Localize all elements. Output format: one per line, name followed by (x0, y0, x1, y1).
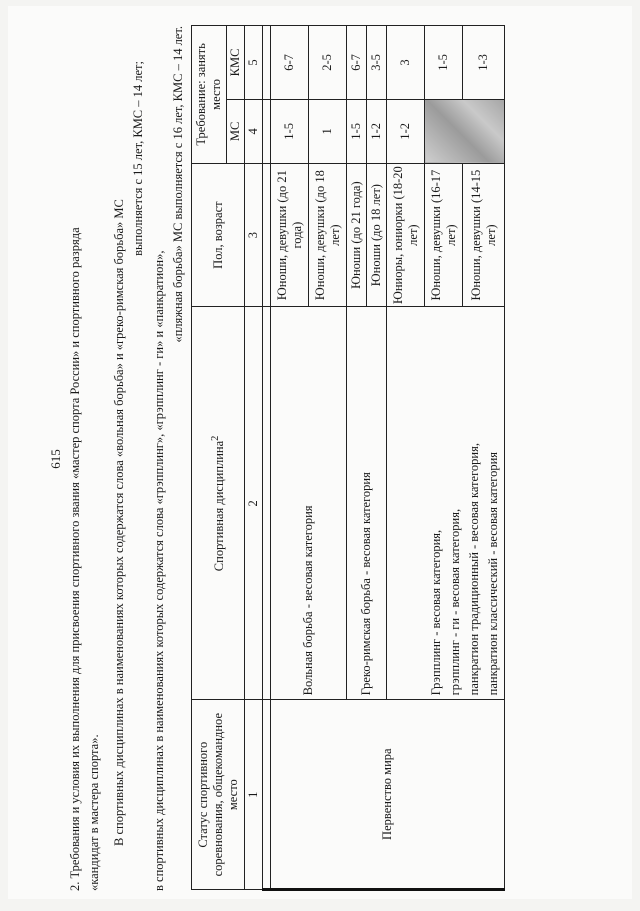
gender-age-cell: Юноши (до 18 лет) (367, 163, 387, 307)
paragraph-2-line-1: В спортивных дисциплинах в наименованиях которых содержатся слова «вольная борьба» и «греко-римская борьба» МС (112, 199, 126, 846)
discipline-line: грэпплинг - ги - весовая категория, (448, 508, 462, 696)
kms-cell: 1-3 (463, 26, 505, 100)
kms-cell: 6-7 (271, 26, 309, 100)
column-number-5: 5 (245, 26, 263, 100)
discipline-line: Грэпплинг - весовая категория, (429, 529, 443, 696)
spacer-cell (263, 99, 271, 163)
column-number-4: 4 (245, 99, 263, 163)
header-discipline: Спортивная дисциплина$^2$ (192, 307, 245, 700)
discipline-freestyle-wrestling: Вольная борьба - весовая категория (271, 307, 347, 700)
header-kms: КМС (227, 26, 245, 100)
gender-age-cell: Юноши, девушки (14-15 лет) (463, 163, 505, 307)
paragraph-1-line-1: 2. Требования и условия их выполнения для присвоения спортивного звания «мастер спорта России» и спортивного разряда (68, 227, 82, 891)
kms-cell: 6-7 (347, 26, 367, 100)
paragraph-3-line-2: «пляжная борьба» МС выполняется с 16 лет, КМС – 14 лет. (171, 26, 185, 343)
competition-status: Первенство мира (271, 700, 505, 890)
gender-age-cell: Юноши, девушки (до 21 года) (271, 163, 309, 307)
discipline-footnote: 2 (210, 435, 222, 441)
gender-age-cell: Юноши, девушки (16-17 лет) (425, 163, 463, 307)
header-gender-age: Пол, возраст (192, 163, 245, 307)
discipline-grappling-pankration (387, 307, 505, 700)
kms-cell: 1-5 (425, 26, 463, 100)
spacer-cell (263, 700, 271, 890)
page-number: 615 (48, 449, 63, 469)
discipline-line: панкратион традиционный - весовая категория, (467, 443, 481, 696)
paragraph-2-line-2: выполняется с 15 лет, КМС – 14 лет; (131, 61, 145, 256)
paragraph-1-line-2: «кандидат в мастера спорта». (87, 734, 101, 891)
header-requirement: Требование: занять место (192, 26, 227, 164)
ms-cell: 1-2 (387, 99, 425, 163)
header-ms: МС (227, 99, 245, 163)
spacer-cell (263, 307, 271, 700)
column-number-2: 2 (245, 307, 263, 700)
kms-cell: 3-5 (367, 26, 387, 100)
ms-cell: 1-5 (347, 99, 367, 163)
rotated-page-content (8, 6, 640, 911)
ms-cell: 1-5 (271, 99, 309, 163)
gender-age-cell: Юноши, девушки (до 18 лет) (309, 163, 347, 307)
column-number-3: 3 (245, 163, 263, 307)
ms-shaded-cell (425, 99, 505, 163)
discipline-line: панкратион классический - весовая категория (486, 451, 500, 696)
requirements-table (191, 25, 505, 891)
header-status: Статус спортивного соревнования, общекомандное место (192, 700, 245, 890)
document-page (8, 6, 632, 899)
ms-cell: 1 (309, 99, 347, 163)
kms-cell: 3 (387, 26, 425, 100)
paragraph-3-line-1: в спортивных дисциплинах в наименованиях которых содержатся слова «грэпплинг», «грэпплинг - ги» и «панкратион», (152, 250, 166, 891)
kms-cell: 2-5 (309, 26, 347, 100)
spacer-cell (263, 163, 271, 307)
spacer-cell (263, 26, 271, 100)
gender-age-cell: Юниоры, юниорки (18-20 лет) (387, 163, 425, 307)
discipline-greco-roman-wrestling: Греко-римская борьба - весовая категория (347, 307, 387, 700)
gender-age-cell: Юноши (до 21 года) (347, 163, 367, 307)
ms-cell: 1-2 (367, 99, 387, 163)
column-number-1: 1 (245, 700, 263, 890)
